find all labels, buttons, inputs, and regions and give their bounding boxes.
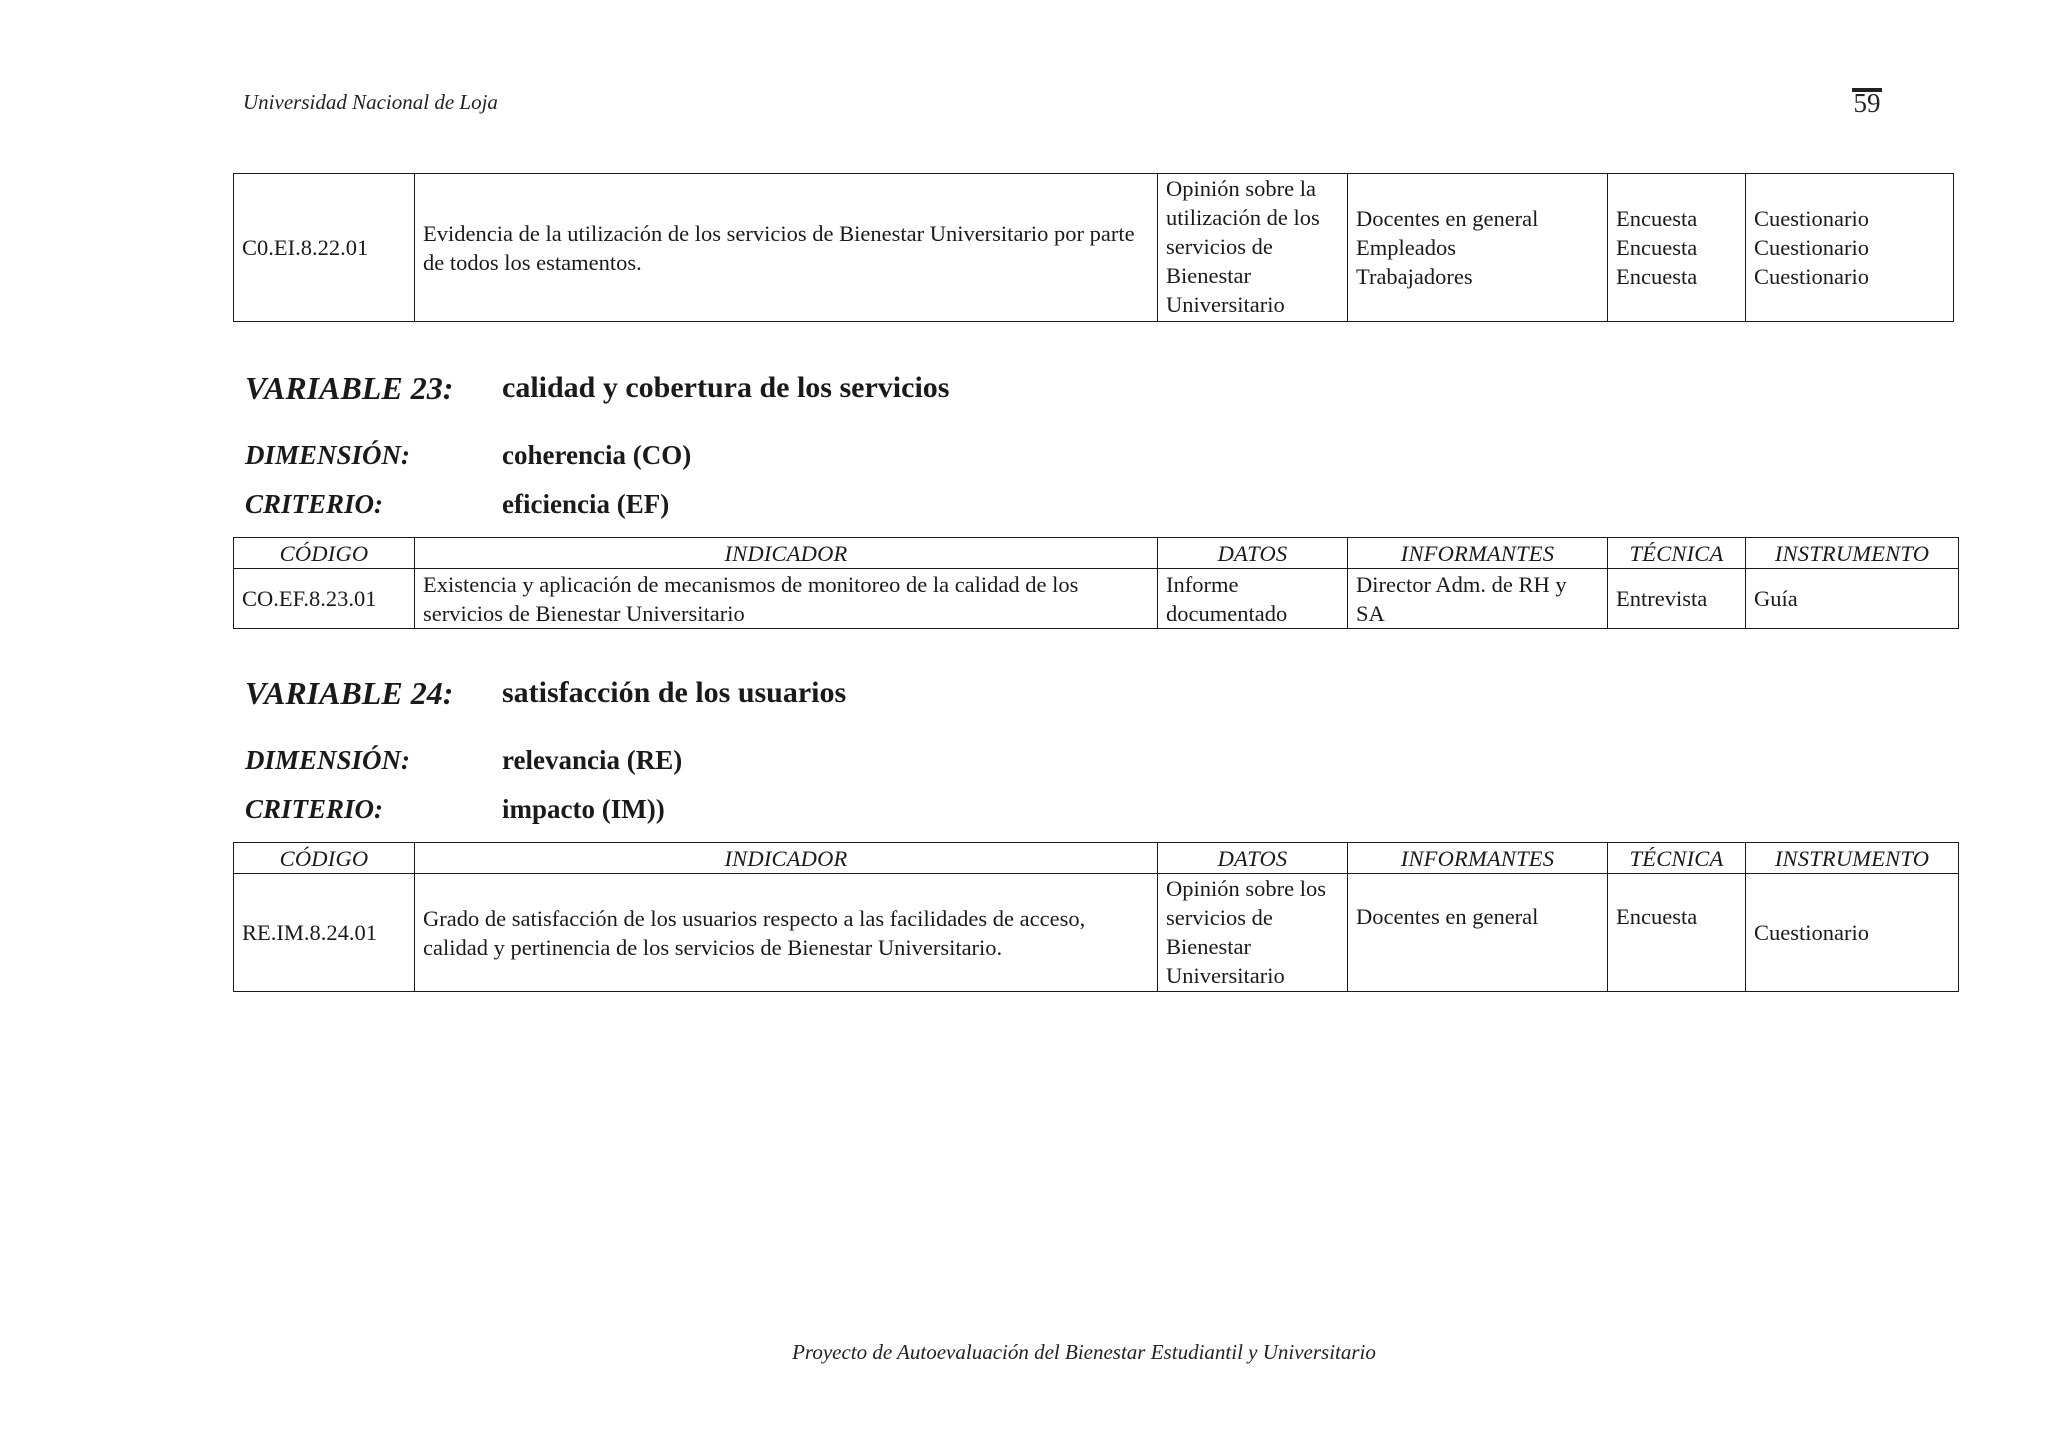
dimension-24-label: DIMENSIÓN: <box>245 745 411 775</box>
page-number: 59 <box>1853 88 1881 118</box>
header-indicador: INDICADOR <box>415 538 1158 569</box>
header-instrumento: INSTRUMENTO <box>1746 538 1959 569</box>
dimension-23-value: coherencia (CO) <box>502 440 692 470</box>
footer-project-title: Proyecto de Autoevaluación del Bienestar Estudiantil y Universitario <box>792 1340 1376 1364</box>
table-row <box>234 174 1954 322</box>
cell-tecnica: Encuesta <box>1608 874 1746 992</box>
instrumento-item: Cuestionario <box>1754 264 1869 289</box>
criterio-24-label: CRITERIO: <box>245 794 384 824</box>
cell-informantes: Director Adm. de RH y SA <box>1348 569 1608 629</box>
indicator-table-23 <box>233 537 1959 629</box>
informante-item: Docentes en general <box>1356 206 1539 231</box>
tecnica-item: Encuesta <box>1616 235 1698 260</box>
cell-indicador: Existencia y aplicación de mecanismos de monitoreo de la calidad de los servicios de Bienestar Universitario <box>415 569 1158 629</box>
header-tecnica: TÉCNICA <box>1608 843 1746 874</box>
dimension-23-label: DIMENSIÓN: <box>245 440 411 470</box>
cell-tecnica <box>1608 174 1746 322</box>
header-codigo: CÓDIGO <box>234 843 415 874</box>
table-header-row <box>234 538 1959 569</box>
variable-23-label: VARIABLE 23: <box>245 370 454 406</box>
cell-codigo: C0.EI.8.22.01 <box>234 174 415 322</box>
header-instrumento: INSTRUMENTO <box>1746 843 1959 874</box>
cell-instrumento: Cuestionario <box>1746 874 1959 992</box>
criterio-23-value: eficiencia (EF) <box>502 489 670 519</box>
variable-24-value: satisfacción de los usuarios <box>502 676 847 709</box>
criterio-23-label: CRITERIO: <box>245 489 384 519</box>
cell-instrumento <box>1746 174 1954 322</box>
cell-datos: Opinión sobre la utilización de los servicios de Bienestar Universitario <box>1158 174 1348 322</box>
header-informantes: INFORMANTES <box>1348 843 1608 874</box>
cell-indicador: Grado de satisfacción de los usuarios respecto a las facilidades de acceso, calidad y pertinencia de los servicios de Bienestar Universitario. <box>415 874 1158 992</box>
indicator-table-continued <box>233 173 1954 322</box>
cell-instrumento: Guía <box>1746 569 1959 629</box>
table-row <box>234 874 1959 992</box>
indicator-table-24 <box>233 842 1959 992</box>
cell-datos: Opinión sobre los servicios de Bienestar Universitario <box>1158 874 1348 992</box>
cell-indicador: Evidencia de la utilización de los servicios de Bienestar Universitario por parte de todos los estamentos. <box>415 174 1158 322</box>
dimension-24-value: relevancia (RE) <box>502 745 683 775</box>
tecnica-item: Encuesta <box>1616 206 1698 231</box>
criterio-24-value: impacto (IM)) <box>502 794 665 824</box>
cell-tecnica: Entrevista <box>1608 569 1746 629</box>
cell-datos: Informe documentado <box>1158 569 1348 629</box>
header-tecnica: TÉCNICA <box>1608 538 1746 569</box>
cell-codigo: CO.EF.8.23.01 <box>234 569 415 629</box>
header-indicador: INDICADOR <box>415 843 1158 874</box>
table-header-row <box>234 843 1959 874</box>
informante-item: Trabajadores <box>1356 264 1473 289</box>
header-codigo: CÓDIGO <box>234 538 415 569</box>
cell-codigo: RE.IM.8.24.01 <box>234 874 415 992</box>
instrumento-item: Cuestionario <box>1754 235 1869 260</box>
instrumento-item: Cuestionario <box>1754 206 1869 231</box>
header-datos: DATOS <box>1158 843 1348 874</box>
tecnica-item: Encuesta <box>1616 264 1698 289</box>
header-informantes: INFORMANTES <box>1348 538 1608 569</box>
variable-24-label: VARIABLE 24: <box>245 675 454 711</box>
informante-item: Empleados <box>1356 235 1456 260</box>
cell-informantes <box>1348 174 1608 322</box>
variable-23-value: calidad y cobertura de los servicios <box>502 371 950 404</box>
table-row <box>234 569 1959 629</box>
header-institution: Universidad Nacional de Loja <box>243 90 498 114</box>
cell-informantes: Docentes en general <box>1348 874 1608 992</box>
header-datos: DATOS <box>1158 538 1348 569</box>
